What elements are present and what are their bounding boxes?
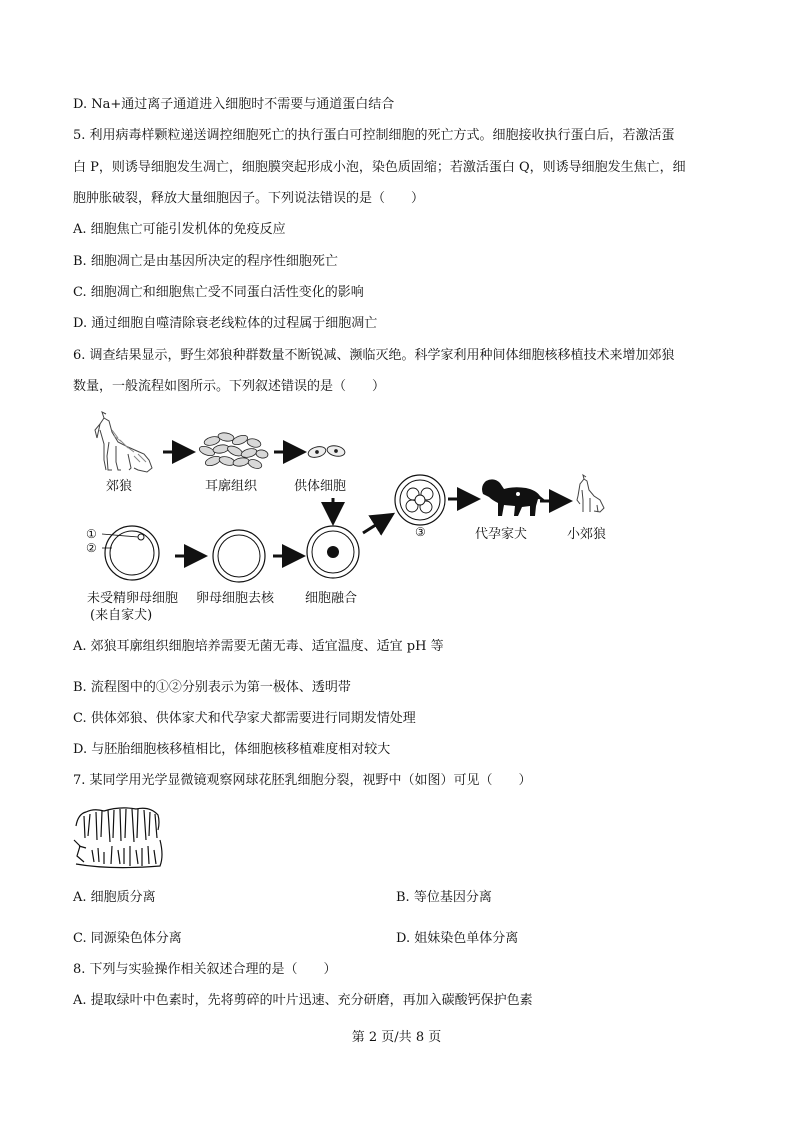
- q7-option-a: A. 细胞质分离: [73, 890, 156, 905]
- q7-option-b: B. 等位基因分离: [396, 890, 492, 905]
- q6-option-b: B. 流程图中的①②分别表示为第一极体、透明带: [73, 680, 351, 695]
- page-footer: 第 2 页/共 8 页: [351, 1030, 442, 1045]
- q5-stem-line3: 胞肿胀破裂，释放大量细胞因子。下列说法错误的是（ ）: [73, 191, 425, 206]
- q8-stem: 8. 下列与实验操作相关叙述合理的是（ ）: [73, 962, 337, 977]
- q7-option-c: C. 同源染色体分离: [73, 931, 182, 946]
- label-ear-tissue: 耳廓组织: [205, 479, 258, 494]
- q8-option-a: A. 提取绿叶中色素时，先将剪碎的叶片迅速、充分研磨，再加入碳酸钙保护色素: [73, 993, 533, 1008]
- q7-stem: 7. 某同学用光学显微镜观察网球花胚乳细胞分裂，视野中（如图）可见（ ）: [73, 773, 532, 788]
- q6-option-a: A. 郊狼耳廓组织细胞培养需要无菌无毒、适宜温度、适宜 pH 等: [73, 639, 444, 654]
- q5-stem-line1: 5. 利用病毒样颗粒递送调控细胞死亡的执行蛋白可控制细胞的死亡方式。细胞接收执行蛋白后，若激活蛋: [73, 128, 675, 143]
- q6-stem-line2: 数量，一般流程如图所示。下列叙述错误的是（ ）: [73, 379, 386, 394]
- label-enucleation: 卵母细胞去核: [196, 591, 275, 606]
- q6-option-d: D. 与胚胎细胞核移植相比，体细胞核移植难度相对较大: [73, 742, 391, 757]
- label-coyote: 郊狼: [106, 479, 133, 494]
- q6-stem-line1: 6. 调查结果显示，野生郊狼种群数量不断锐减、濒临灭绝。科学家利用种间体细胞核移植技术来增加郊狼: [73, 348, 675, 363]
- q5-option-c: C. 细胞凋亡和细胞焦亡受不同蛋白活性变化的影响: [73, 285, 364, 300]
- marker-1: ①: [86, 527, 97, 541]
- q5-option-d: D. 通过细胞自噬清除衰老线粒体的过程属于细胞凋亡: [73, 316, 378, 331]
- q7-option-d: D. 姐妹染色单体分离: [396, 931, 519, 946]
- q5-option-a: A. 细胞焦亡可能引发机体的免疫反应: [73, 222, 286, 237]
- label-pup: 小郊狼: [567, 527, 607, 542]
- marker-2: ②: [86, 541, 97, 555]
- label-fusion: 细胞融合: [305, 591, 358, 606]
- q4-option-d: D. Na+通过离子通道进入细胞时不需要与通道蛋白结合: [73, 97, 395, 112]
- q5-option-b: B. 细胞凋亡是由基因所决定的程序性细胞死亡: [73, 254, 338, 269]
- q6-option-c: C. 供体郊狼、供体家犬和代孕家犬都需要进行同期发情处理: [73, 711, 416, 726]
- marker-3: ③: [415, 525, 426, 539]
- q5-stem-line2: 白 P，则诱导细胞发生凋亡，细胞膜突起形成小泡，染色质固缩；若激活蛋白 Q，则诱导细胞发生焦亡，细: [73, 160, 686, 175]
- label-oocyte-line1: 未受精卵母细胞: [87, 591, 179, 606]
- label-surrogate: 代孕家犬: [475, 527, 528, 542]
- label-oocyte-line2: (来自家犬): [90, 608, 153, 623]
- label-donor-cell: 供体细胞: [294, 479, 347, 494]
